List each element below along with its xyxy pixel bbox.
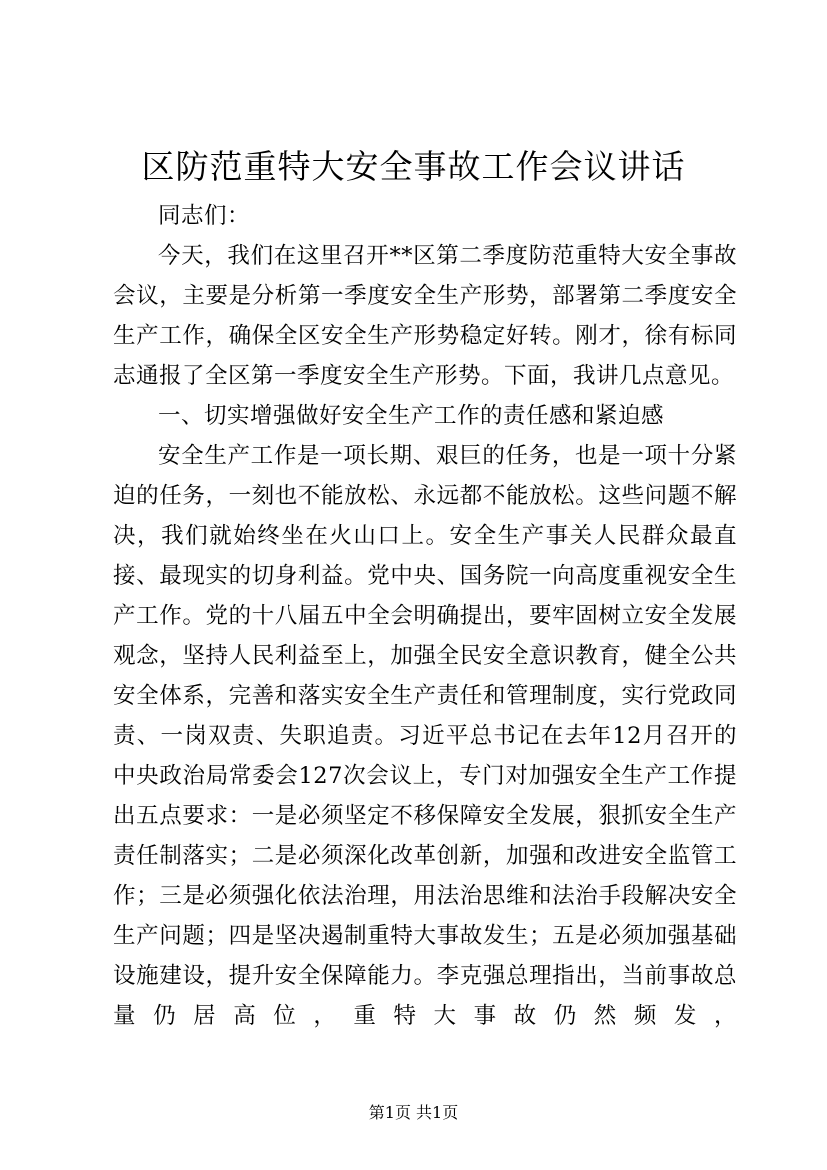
document-body xyxy=(113,196,737,1036)
document-title: 区防范重特大安全事故工作会议讲话 xyxy=(141,147,686,186)
paragraph-intro: 今天，我们在这里召开**区第二季度防范重特大安全事故会议，主要是分析第一季度安全生产形势，部署第二季度安全生产工作，确保全区安全生产形势稳定好转。刚才，徐有标同志通报了全区第一季度安全生产形势。下面，我讲几点意见。 xyxy=(113,243,737,389)
section-heading-1: 一、切实增强做好安全生产工作的责任感和紧迫感 xyxy=(158,403,665,429)
salutation: 同志们： xyxy=(158,203,251,229)
paragraph-section-1: 安全生产工作是一项长期、艰巨的任务，也是一项十分紧迫的任务，一刻也不能放松、永远都不能放松。这些问题不解决，我们就始终坐在火山口上。安全生产事关人民群众最直接、最现实的切身利益。党中央、国务院一向高度重视安全生产工作。党的十八届五中全会明确提出，要牢固树立安全发展观念，坚持人民利益至上，加强全民安全意识教育，健全公共安全体系，完善和落实安全生产责任和管理制度，实行党政同责、一岗双责、失职追责。习近平总书记在去年12月召开的中央政治局常委会127次会议上，专门对加强安全生产工作提出五点要求：一是必须坚定不移保障安全发展，狠抓安全生产责任制落实；二是必须深化改革创新，加强和改进安全监管工作；三是必须强化依法治理，用法治思维和法治手段解决安全生产问题；四是坚决遏制重特大事故发生；五是必须加强基础设施建设，提升安全保障能力。李克强总理指出，当前事故总量仍居高位，重特大事故仍然频发， xyxy=(113,443,737,1029)
page-footer: 第1页 共1页 xyxy=(368,1103,459,1122)
